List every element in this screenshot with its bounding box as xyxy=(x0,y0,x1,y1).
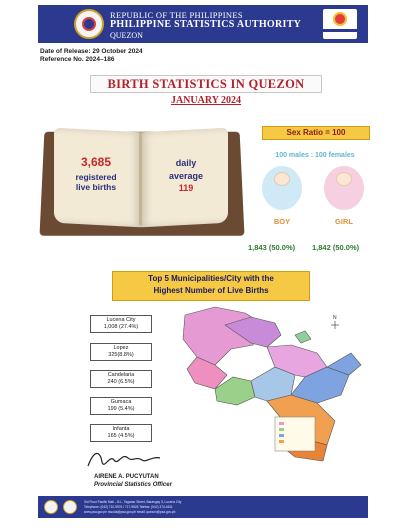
callout-lucena-value: 1,008 (27.4%) xyxy=(103,324,139,330)
girl-label: GIRL xyxy=(335,217,353,226)
daily-label: daily xyxy=(175,158,197,168)
footer-web: www.psa.gov.ph rsso4a@psa.gov.ph email: quezon@psa.gov.ph xyxy=(84,510,176,514)
boy-count: 1,843 (50.0%) xyxy=(248,243,296,252)
sex-ratio-subtitle: 100 males : 100 females xyxy=(275,152,355,159)
header-republic: REPUBLIC OF THE PHILIPPINES xyxy=(110,10,243,20)
sex-ratio-title: Sex Ratio = 100 xyxy=(286,128,346,137)
callout-candelaria xyxy=(90,370,152,388)
top5-title-line2: Highest Number of Live Births xyxy=(153,286,269,295)
callout-infanta xyxy=(90,424,152,442)
page-title: BIRTH STATISTICS IN QUEZON xyxy=(107,77,305,91)
psa-seal-icon xyxy=(74,9,104,39)
callout-lopez-value: 325(8.8%) xyxy=(108,352,134,358)
baby-girl-icon xyxy=(324,166,364,210)
header-province: QUEZON xyxy=(110,31,143,40)
callout-candelaria-value: 240 (6.5%) xyxy=(107,379,135,385)
quezon-province-map xyxy=(155,305,365,465)
callout-lopez-name: Lopez xyxy=(113,345,129,351)
bagong-pilipinas-logo-icon xyxy=(323,9,357,39)
callout-lopez xyxy=(90,343,152,361)
callout-gumaca-value: 199 (5.4%) xyxy=(107,406,135,412)
average-label: average xyxy=(168,171,204,181)
callout-gumaca xyxy=(90,397,152,415)
header-agency: PHILIPPINE STATISTICS AUTHORITY xyxy=(110,19,302,30)
callout-infanta-value: 165 (4.5%) xyxy=(107,433,135,439)
footer-phone: Telephone: (042) 710-9576 / 717-9626 Telefax: (042) 374-4611 xyxy=(84,505,173,509)
callout-candelaria-name: Candelaria xyxy=(107,372,135,378)
callout-infanta-name: Infanta xyxy=(112,426,130,432)
release-date: Date of Release: 29 October 2024 xyxy=(40,48,143,55)
daily-average-number: 119 xyxy=(178,183,194,193)
registered-births-label: registered xyxy=(75,172,117,182)
baby-boy-icon xyxy=(262,166,302,210)
officer-name: AIRENE A. PUCYUTAN xyxy=(94,474,159,480)
registered-births-number: 3,685 xyxy=(80,155,112,169)
callout-lucena-name: Lucena City xyxy=(106,317,136,323)
callout-gumaca-name: Gumaca xyxy=(110,399,132,405)
live-births-label: live births xyxy=(75,182,117,192)
officer-title: Provincial Statistics Officer xyxy=(94,482,172,488)
svg-text:N: N xyxy=(333,315,337,321)
footer-seal-icon xyxy=(44,500,58,514)
signature-icon xyxy=(84,446,164,472)
callout-lucena xyxy=(90,315,152,333)
reference-number: Reference No. 2024–186 xyxy=(40,56,115,63)
footer-logo-icon xyxy=(63,500,77,514)
book-spine xyxy=(139,133,142,225)
girl-count: 1,842 (50.0%) xyxy=(312,243,360,252)
top5-title-line1: Top 5 Municipalities/City with the xyxy=(148,274,274,283)
page-subtitle: JANUARY 2024 xyxy=(170,95,242,106)
boy-label: BOY xyxy=(273,217,291,226)
footer-address: 3rd Floor Pacific Mall – B.L. Tagarao Street, Barangay 3, Lucena City xyxy=(84,500,182,504)
